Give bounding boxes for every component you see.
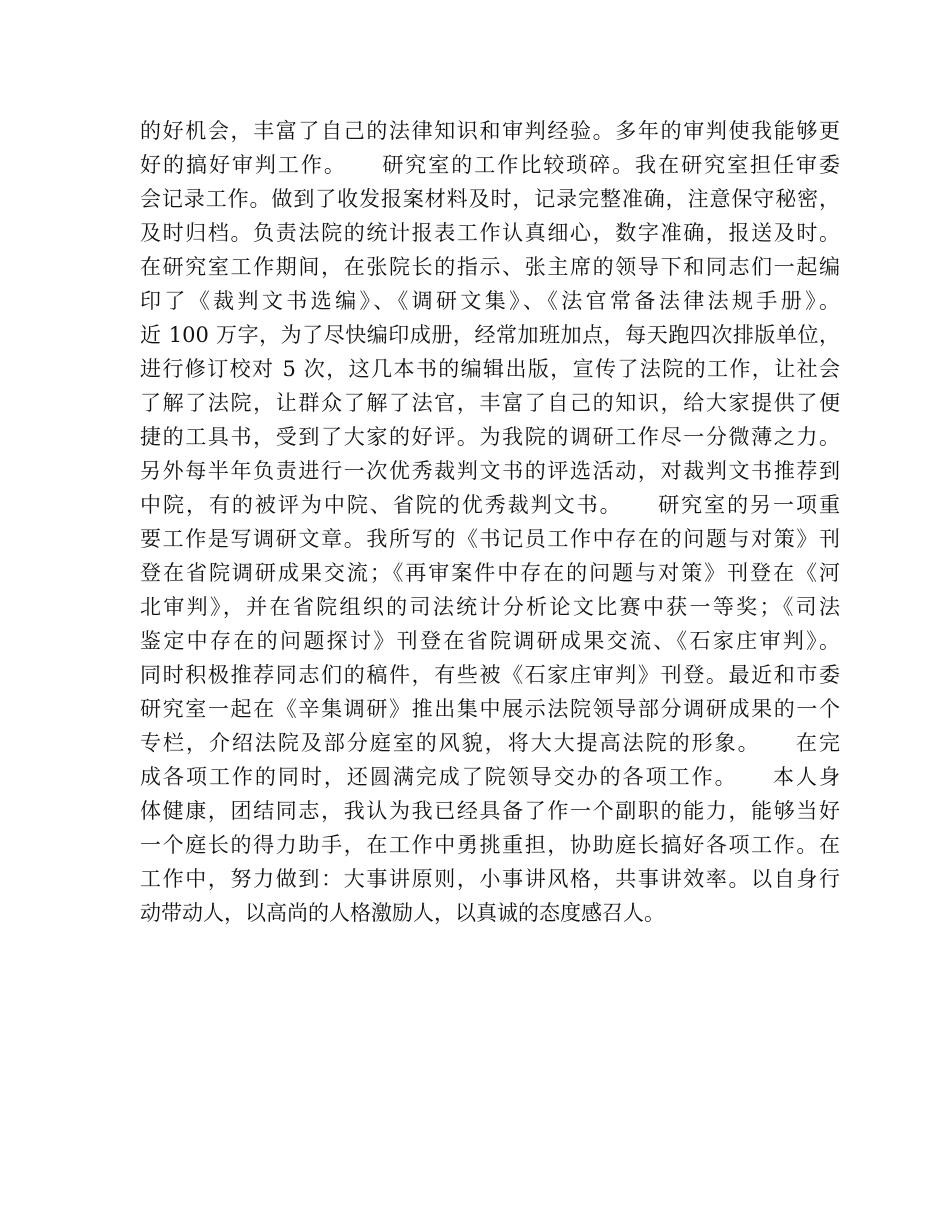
text-line: 另外每半年负责进行一次优秀裁判文书的评选活动，对裁判文书推荐到 xyxy=(140,459,840,483)
text-line: 了解了法院，让群众了解了法官，丰富了自己的知识，给大家提供了便 xyxy=(140,391,840,415)
text-line: 印了《裁判文书选编》、《调研文集》、《法官常备法律法规手册》。 xyxy=(140,289,840,313)
text-line: 工作中，努力做到：大事讲原则，小事讲风格，共事讲效率。以自身行 xyxy=(140,867,840,891)
text-line: 近 100 万字，为了尽快编印成册，经常加班加点，每天跑四次排版单位， xyxy=(140,323,840,347)
text-line: 进行修订校对 5 次，这几本书的编辑出版，宣传了法院的工作，让社会 xyxy=(140,357,840,381)
text-line: 要工作是写调研文章。我所写的《书记员工作中存在的问题与对策》刊 xyxy=(140,527,840,551)
text-line: 中院，有的被评为中院、省院的优秀裁判文书。 研究室的另一项重 xyxy=(140,493,840,517)
text-line: 捷的工具书，受到了大家的好评。为我院的调研工作尽一分微薄之力。 xyxy=(140,425,840,449)
text-line: 的好机会，丰富了自己的法律知识和审判经验。多年的审判使我能够更 xyxy=(140,119,840,143)
text-line: 成各项工作的同时，还圆满完成了院领导交办的各项工作。 本人身 xyxy=(140,765,840,789)
body-text xyxy=(140,114,840,930)
text-line: 会记录工作。做到了收发报案材料及时，记录完整准确，注意保守秘密， xyxy=(140,187,840,211)
text-line: 及时归档。负责法院的统计报表工作认真细心，数字准确，报送及时。 xyxy=(140,221,840,245)
text-line: 专栏，介绍法院及部分庭室的风貌，将大大提高法院的形象。 在完 xyxy=(140,731,840,755)
text-line: 在研究室工作期间，在张院长的指示、张主席的领导下和同志们一起编 xyxy=(140,255,840,279)
text-line: 动带动人，以高尚的人格激励人，以真诚的态度感召人。 xyxy=(140,901,665,925)
text-line: 鉴定中存在的问题探讨》刊登在省院调研成果交流、《石家庄审判》。 xyxy=(140,629,840,653)
text-line: 好的搞好审判工作。 研究室的工作比较琐碎。我在研究室担任审委 xyxy=(140,153,840,177)
text-line: 登在省院调研成果交流；《再审案件中存在的问题与对策》刊登在《河 xyxy=(140,561,840,585)
text-line: 北审判》，并在省院组织的司法统计分析论文比赛中获一等奖；《司法 xyxy=(140,595,840,619)
text-line: 研究室一起在《辛集调研》推出集中展示法院领导部分调研成果的一个 xyxy=(140,697,840,721)
text-line: 一个庭长的得力助手，在工作中勇挑重担，协助庭长搞好各项工作。在 xyxy=(140,833,840,857)
text-line: 体健康，团结同志，我认为我已经具备了作一个副职的能力，能够当好 xyxy=(140,799,840,823)
text-line: 同时积极推荐同志们的稿件，有些被《石家庄审判》刊登。最近和市委 xyxy=(140,663,840,687)
